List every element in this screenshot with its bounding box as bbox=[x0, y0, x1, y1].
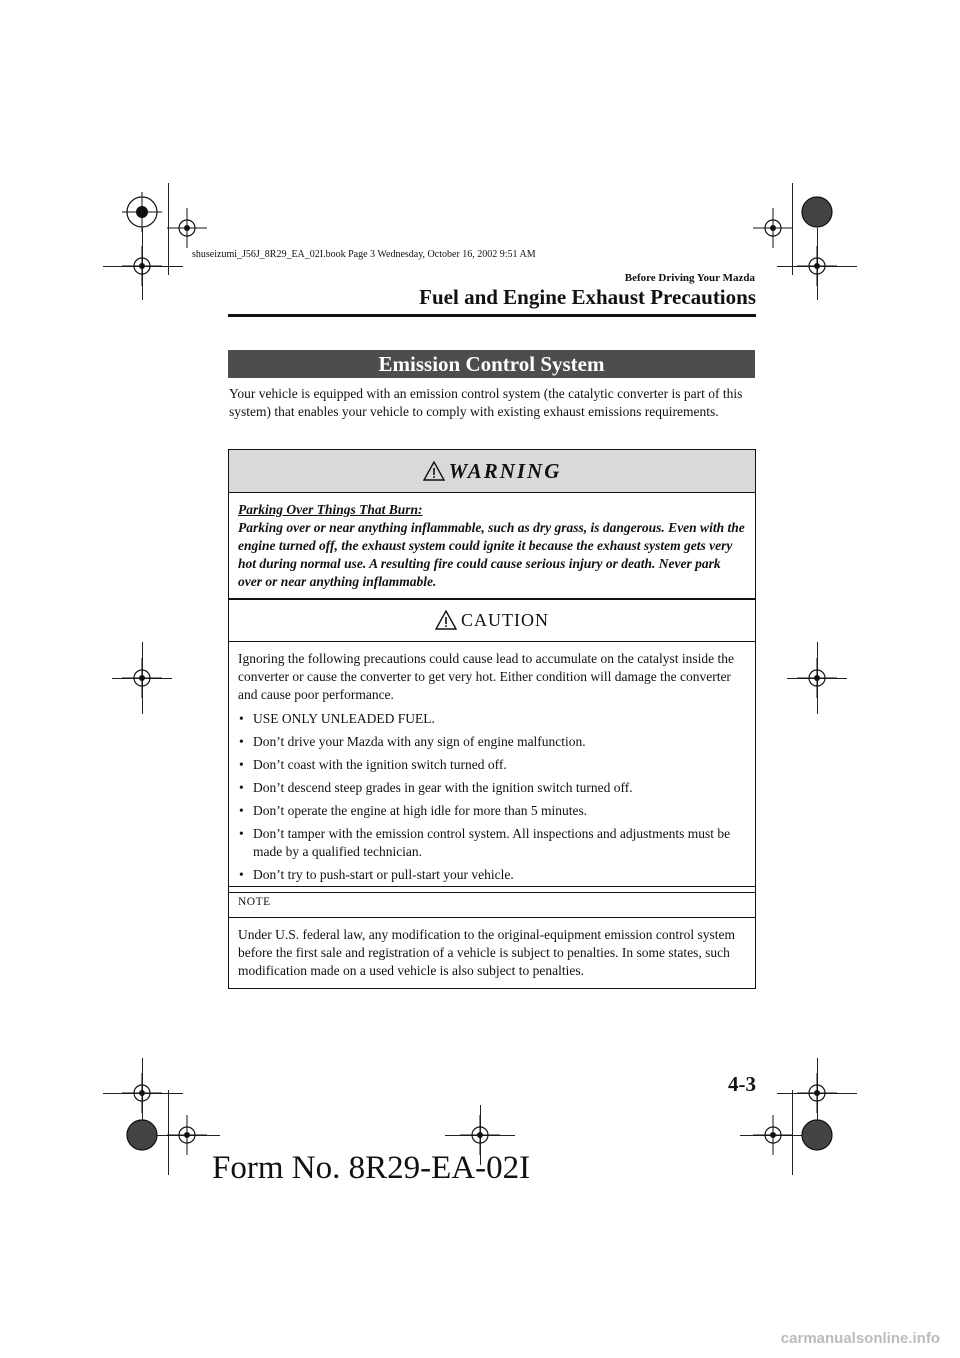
warning-box bbox=[228, 449, 756, 600]
registration-target-icon bbox=[167, 1115, 207, 1155]
registration-target-icon bbox=[122, 192, 162, 232]
registration-target-icon bbox=[122, 658, 162, 698]
registration-target-icon bbox=[753, 1115, 793, 1155]
registration-target-icon bbox=[753, 208, 793, 248]
registration-target-icon bbox=[797, 1115, 837, 1155]
warning-title: WARNING bbox=[448, 458, 562, 483]
note-title: NOTE bbox=[229, 887, 755, 918]
caution-item: • Don’t descend steep grades in gear with the ignition switch turned off. bbox=[238, 779, 746, 797]
warning-body bbox=[229, 493, 755, 599]
registration-target-icon bbox=[460, 1115, 500, 1155]
caution-header bbox=[229, 599, 755, 642]
caution-body bbox=[229, 642, 755, 892]
caution-box bbox=[228, 598, 756, 893]
registration-target-icon bbox=[797, 246, 837, 286]
caution-item: • Don’t drive your Mazda with any sign of engine malfunction. bbox=[238, 733, 746, 751]
caution-item: • USE ONLY UNLEADED FUEL. bbox=[238, 710, 746, 728]
watermark: carmanualsonline.info bbox=[780, 1330, 940, 1347]
registration-target-icon bbox=[797, 192, 837, 232]
section-heading-bar: Emission Control System bbox=[228, 350, 755, 378]
page-title: Fuel and Engine Exhaust Precautions bbox=[419, 285, 756, 309]
title-rule bbox=[228, 314, 756, 317]
warning-header bbox=[229, 450, 755, 493]
warning-subheading: Parking Over Things That Burn: bbox=[238, 502, 423, 517]
caution-item: • Don’t try to push-start or pull-start your vehicle. bbox=[238, 866, 746, 884]
form-number: Form No. 8R29-EA-02I bbox=[212, 1150, 531, 1186]
registration-target-icon bbox=[122, 1115, 162, 1155]
registration-target-icon bbox=[122, 1073, 162, 1113]
registration-target-icon bbox=[122, 246, 162, 286]
note-box bbox=[228, 886, 756, 989]
caution-item: • Don’t tamper with the emission control system. All inspections and adjustments must be made by a qualified technician. bbox=[238, 825, 746, 861]
warning-triangle-icon bbox=[423, 461, 445, 481]
registration-target-icon bbox=[797, 658, 837, 698]
caution-title: CAUTION bbox=[461, 609, 549, 630]
registration-target-icon bbox=[167, 208, 207, 248]
caution-triangle-icon bbox=[435, 610, 457, 630]
registration-target-icon bbox=[797, 1073, 837, 1113]
intro-paragraph: Your vehicle is equipped with an emission control system (the catalytic converter is part of this system) that enables your vehicle to comply with existing exhaust emissions requirements. bbox=[229, 386, 743, 419]
caution-list bbox=[238, 710, 746, 884]
book-info-line: shuseizumi_J56J_8R29_EA_02I.book Page 3 Wednesday, October 16, 2002 9:51 AM bbox=[192, 249, 536, 260]
caution-text: Ignoring the following precautions could cause lead to accumulate on the catalyst inside the converter or cause the converter to get very hot. Either condition will damage the converter and cause poor performance. bbox=[238, 651, 734, 702]
warning-text: Parking over or near anything inflammable, such as dry grass, is dangerous. Even with the engine turned off, the exhaust system could ignite it because the exhaust system gets very hot during normal use. A resulting fire could cause serious injury or death. Never park over or near anything inflammable. bbox=[238, 520, 745, 589]
caution-item: • Don’t operate the engine at high idle for more than 5 minutes. bbox=[238, 802, 746, 820]
section-label: Before Driving Your Mazda bbox=[624, 272, 755, 284]
caution-item: • Don’t coast with the ignition switch turned off. bbox=[238, 756, 746, 774]
page-number: 4-3 bbox=[728, 1072, 756, 1096]
note-text: Under U.S. federal law, any modification to the original-equipment emission control system before the first sale and registration of a vehicle is subject to penalties. In some states, such modification made on a used vehicle is also subject to penalties. bbox=[238, 927, 736, 978]
